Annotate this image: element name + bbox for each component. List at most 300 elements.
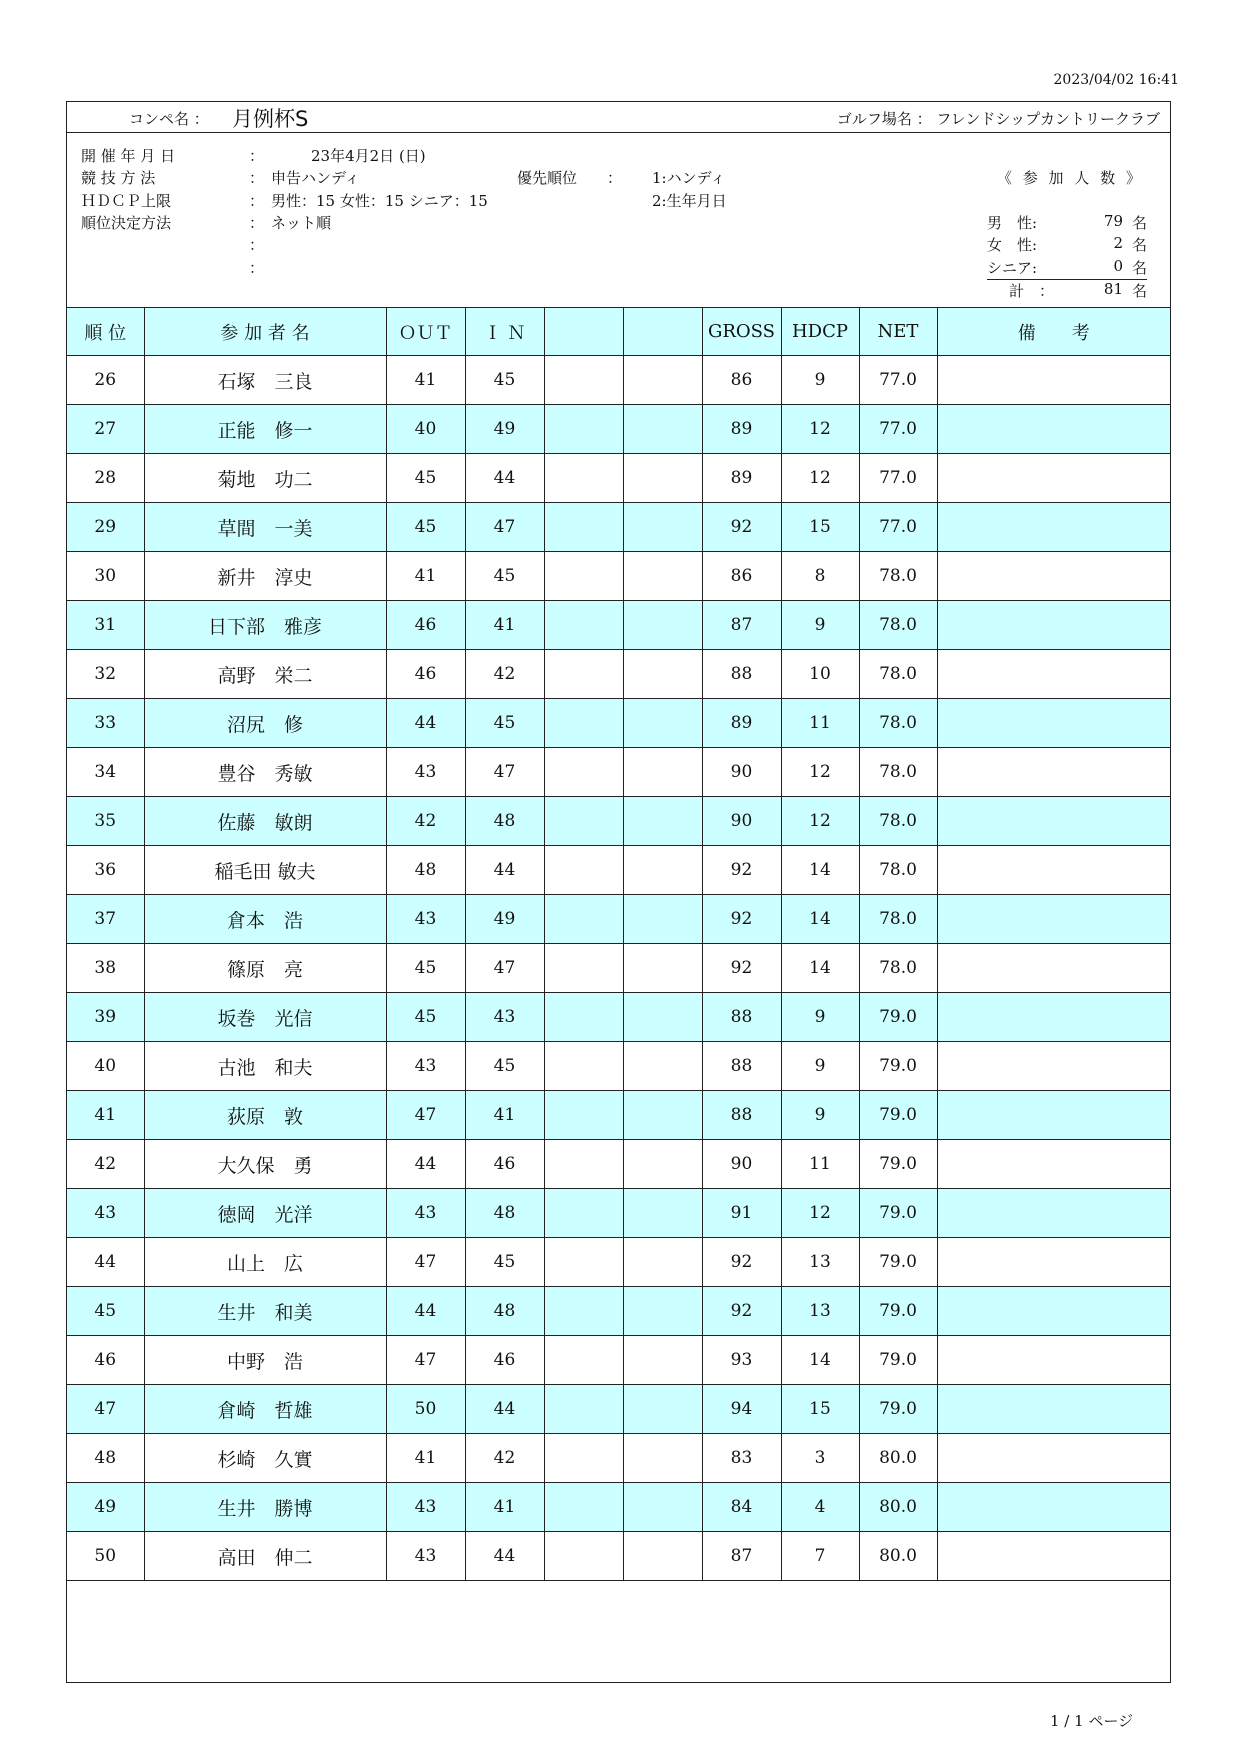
blank-cell-2 <box>623 1336 702 1385</box>
table-row <box>67 993 1170 1042</box>
hdcp-cell: 14 <box>781 846 859 895</box>
gross-cell: 89 <box>702 405 781 454</box>
blank-cell-1 <box>544 454 623 503</box>
in-cell: 44 <box>465 1385 544 1434</box>
out-cell: 45 <box>386 503 465 552</box>
name-cell: 坂巻 光信 <box>144 993 386 1042</box>
rank-cell: 35 <box>67 797 144 846</box>
net-cell: 79.0 <box>859 1287 937 1336</box>
unit: 名 <box>1131 236 1147 254</box>
header-out: ＯＵＴ <box>386 308 465 356</box>
remarks-cell <box>937 1483 1170 1532</box>
in-cell: 44 <box>465 1532 544 1581</box>
gross-cell: 92 <box>702 1287 781 1336</box>
in-cell: 44 <box>465 846 544 895</box>
colon: ： <box>249 169 265 187</box>
priority-1: 1:ハンディ <box>652 169 726 187</box>
gross-cell: 93 <box>702 1336 781 1385</box>
blank-cell-1 <box>544 1336 623 1385</box>
table-row <box>67 748 1170 797</box>
blank-cell-2 <box>623 1140 702 1189</box>
header-remarks: 備 考 <box>937 308 1170 356</box>
hdcp-cell: 12 <box>781 797 859 846</box>
results-table <box>67 308 1170 1581</box>
out-cell: 43 <box>386 895 465 944</box>
name-cell: 草間 一美 <box>144 503 386 552</box>
colon: ： <box>249 236 265 254</box>
colon: ： <box>249 147 265 165</box>
remarks-cell <box>937 1042 1170 1091</box>
gross-cell: 83 <box>702 1434 781 1483</box>
hdcp-cell: 14 <box>781 944 859 993</box>
table-row <box>67 1385 1170 1434</box>
hdcp-cell: 12 <box>781 405 859 454</box>
male-label: 男 性: <box>987 214 1038 232</box>
in-cell: 43 <box>465 993 544 1042</box>
name-cell: 菊地 功二 <box>144 454 386 503</box>
net-cell: 79.0 <box>859 1238 937 1287</box>
gross-cell: 86 <box>702 552 781 601</box>
senior-label: シニア: <box>987 259 1038 277</box>
method-value: 申告ハンディ <box>271 169 360 187</box>
gross-cell: 88 <box>702 993 781 1042</box>
remarks-cell <box>937 356 1170 405</box>
name-cell: 石塚 三良 <box>144 356 386 405</box>
page-number: 1 / 1 ページ <box>1050 1712 1134 1730</box>
out-cell: 43 <box>386 1483 465 1532</box>
remarks-cell <box>937 405 1170 454</box>
gross-cell: 89 <box>702 699 781 748</box>
remarks-cell <box>937 797 1170 846</box>
rank-cell: 43 <box>67 1189 144 1238</box>
blank-cell-2 <box>623 405 702 454</box>
table-row <box>67 405 1170 454</box>
out-cell: 40 <box>386 405 465 454</box>
gross-cell: 84 <box>702 1483 781 1532</box>
rank-cell: 44 <box>67 1238 144 1287</box>
out-cell: 43 <box>386 748 465 797</box>
out-cell: 50 <box>386 1385 465 1434</box>
table-row <box>67 944 1170 993</box>
hdcp-cell: 9 <box>781 1091 859 1140</box>
name-cell: 豊谷 秀敏 <box>144 748 386 797</box>
method-label: 競 技 方 法 <box>81 169 156 187</box>
out-cell: 46 <box>386 601 465 650</box>
name-cell: 篠原 亮 <box>144 944 386 993</box>
remarks-cell <box>937 846 1170 895</box>
gross-cell: 90 <box>702 748 781 797</box>
remarks-cell <box>937 650 1170 699</box>
gross-cell: 91 <box>702 1189 781 1238</box>
table-row <box>67 503 1170 552</box>
blank-cell-2 <box>623 993 702 1042</box>
rank-cell: 50 <box>67 1532 144 1581</box>
out-cell: 47 <box>386 1238 465 1287</box>
senior-count: 0 <box>1113 257 1123 275</box>
in-cell: 44 <box>465 454 544 503</box>
remarks-cell <box>937 1385 1170 1434</box>
out-cell: 47 <box>386 1336 465 1385</box>
priority-2: 2:生年月日 <box>652 192 727 210</box>
blank-cell-2 <box>623 1189 702 1238</box>
table-row <box>67 1532 1170 1581</box>
rank-cell: 27 <box>67 405 144 454</box>
male-count: 79 <box>1103 212 1123 230</box>
gross-cell: 88 <box>702 1042 781 1091</box>
header-gross: GROSS <box>702 308 781 356</box>
hdcp-cell: 3 <box>781 1434 859 1483</box>
hdcp-value: 男性：15 女性：15 シニア：15 <box>271 192 488 210</box>
rank-cell: 32 <box>67 650 144 699</box>
hdcp-cell: 9 <box>781 1042 859 1091</box>
net-cell: 79.0 <box>859 993 937 1042</box>
name-cell: 生井 勝博 <box>144 1483 386 1532</box>
net-cell: 78.0 <box>859 797 937 846</box>
rank-cell: 45 <box>67 1287 144 1336</box>
title-bar <box>67 102 1170 133</box>
rank-cell: 36 <box>67 846 144 895</box>
rank-cell: 31 <box>67 601 144 650</box>
competition-label: コンペ名 ： <box>129 110 209 128</box>
blank-cell-1 <box>544 1532 623 1581</box>
blank-cell-1 <box>544 1042 623 1091</box>
header-net: NET <box>859 308 937 356</box>
net-cell: 79.0 <box>859 1385 937 1434</box>
blank-cell-2 <box>623 1238 702 1287</box>
female-label: 女 性: <box>987 236 1038 254</box>
in-cell: 41 <box>465 1483 544 1532</box>
remarks-cell <box>937 1238 1170 1287</box>
blank-cell-1 <box>544 405 623 454</box>
blank-cell-2 <box>623 895 702 944</box>
table-row <box>67 454 1170 503</box>
hdcp-cell: 9 <box>781 993 859 1042</box>
net-cell: 78.0 <box>859 552 937 601</box>
out-cell: 41 <box>386 1434 465 1483</box>
report-frame <box>66 101 1171 1683</box>
out-cell: 41 <box>386 356 465 405</box>
gross-cell: 88 <box>702 650 781 699</box>
hdcp-cell: 15 <box>781 503 859 552</box>
table-row <box>67 1091 1170 1140</box>
blank-cell-1 <box>544 1189 623 1238</box>
blank-cell-1 <box>544 748 623 797</box>
rank-cell: 37 <box>67 895 144 944</box>
in-cell: 48 <box>465 797 544 846</box>
blank-cell-2 <box>623 601 702 650</box>
table-row <box>67 601 1170 650</box>
table-row <box>67 1287 1170 1336</box>
priority-label: 優先順位 <box>517 169 578 187</box>
blank-cell-1 <box>544 699 623 748</box>
gross-cell: 92 <box>702 503 781 552</box>
out-cell: 43 <box>386 1189 465 1238</box>
in-cell: 42 <box>465 1434 544 1483</box>
out-cell: 45 <box>386 454 465 503</box>
rank-cell: 33 <box>67 699 144 748</box>
name-cell: 日下部 雅彦 <box>144 601 386 650</box>
blank-cell-1 <box>544 503 623 552</box>
blank-cell-2 <box>623 454 702 503</box>
unit: 名 <box>1131 214 1147 232</box>
net-cell: 78.0 <box>859 895 937 944</box>
in-cell: 46 <box>465 1140 544 1189</box>
hdcp-cell: 4 <box>781 1483 859 1532</box>
name-cell: 荻原 敦 <box>144 1091 386 1140</box>
blank-cell-1 <box>544 1091 623 1140</box>
hdcp-cell: 12 <box>781 748 859 797</box>
hdcp-cell: 12 <box>781 454 859 503</box>
date-label: 開 催 年 月 日 <box>81 147 176 165</box>
net-cell: 79.0 <box>859 1091 937 1140</box>
unit: 名 <box>1131 259 1147 277</box>
table-header-row <box>67 308 1170 356</box>
blank-cell-1 <box>544 356 623 405</box>
in-cell: 41 <box>465 601 544 650</box>
blank-cell-2 <box>623 846 702 895</box>
in-cell: 48 <box>465 1287 544 1336</box>
hdcp-cell: 9 <box>781 601 859 650</box>
in-cell: 45 <box>465 552 544 601</box>
blank-cell-2 <box>623 797 702 846</box>
table-row <box>67 846 1170 895</box>
gross-cell: 92 <box>702 1238 781 1287</box>
rank-cell: 40 <box>67 1042 144 1091</box>
hdcp-cell: 8 <box>781 552 859 601</box>
blank-cell-2 <box>623 944 702 993</box>
in-cell: 45 <box>465 1042 544 1091</box>
rank-cell: 39 <box>67 993 144 1042</box>
table-row <box>67 1483 1170 1532</box>
out-cell: 43 <box>386 1532 465 1581</box>
count-senior <box>987 257 1147 280</box>
in-cell: 41 <box>465 1091 544 1140</box>
gross-cell: 88 <box>702 1091 781 1140</box>
hdcp-cell: 12 <box>781 1189 859 1238</box>
net-cell: 78.0 <box>859 944 937 993</box>
blank-cell-2 <box>623 1042 702 1091</box>
out-cell: 41 <box>386 552 465 601</box>
in-cell: 47 <box>465 944 544 993</box>
table-row <box>67 1434 1170 1483</box>
name-cell: 大久保 勇 <box>144 1140 386 1189</box>
net-cell: 78.0 <box>859 601 937 650</box>
hdcp-cell: 13 <box>781 1238 859 1287</box>
gross-cell: 90 <box>702 1140 781 1189</box>
remarks-cell <box>937 503 1170 552</box>
out-cell: 47 <box>386 1091 465 1140</box>
table-row <box>67 1336 1170 1385</box>
blank-cell-2 <box>623 650 702 699</box>
hdcp-cell: 10 <box>781 650 859 699</box>
rank-cell: 41 <box>67 1091 144 1140</box>
female-count: 2 <box>1113 234 1123 252</box>
name-cell: 倉本 浩 <box>144 895 386 944</box>
date-value: 23年4月2日 (日) <box>311 147 426 165</box>
colon: ： <box>249 214 265 232</box>
remarks-cell <box>937 1140 1170 1189</box>
table-row <box>67 356 1170 405</box>
net-cell: 80.0 <box>859 1434 937 1483</box>
gross-cell: 92 <box>702 944 781 993</box>
out-cell: 44 <box>386 1140 465 1189</box>
out-cell: 44 <box>386 1287 465 1336</box>
table-row <box>67 650 1170 699</box>
rank-cell: 46 <box>67 1336 144 1385</box>
remarks-cell <box>937 552 1170 601</box>
in-cell: 49 <box>465 405 544 454</box>
header-hdcp: HDCP <box>781 308 859 356</box>
blank-cell-2 <box>623 552 702 601</box>
table-row <box>67 1189 1170 1238</box>
name-cell: 沼尻 修 <box>144 699 386 748</box>
net-cell: 77.0 <box>859 405 937 454</box>
name-cell: 生井 和美 <box>144 1287 386 1336</box>
in-cell: 46 <box>465 1336 544 1385</box>
blank-cell-2 <box>623 1483 702 1532</box>
out-cell: 42 <box>386 797 465 846</box>
rank-cell: 34 <box>67 748 144 797</box>
remarks-cell <box>937 748 1170 797</box>
net-cell: 79.0 <box>859 1189 937 1238</box>
out-cell: 48 <box>386 846 465 895</box>
name-cell: 高田 伸二 <box>144 1532 386 1581</box>
net-cell: 78.0 <box>859 748 937 797</box>
name-cell: 佐藤 敏朗 <box>144 797 386 846</box>
rank-cell: 29 <box>67 503 144 552</box>
gross-cell: 94 <box>702 1385 781 1434</box>
name-cell: 高野 栄二 <box>144 650 386 699</box>
name-cell: 倉崎 哲雄 <box>144 1385 386 1434</box>
net-cell: 80.0 <box>859 1532 937 1581</box>
rank-cell: 38 <box>67 944 144 993</box>
rank-cell: 49 <box>67 1483 144 1532</box>
out-cell: 43 <box>386 1042 465 1091</box>
name-cell: 正能 修一 <box>144 405 386 454</box>
print-timestamp: 2023/04/02 16:41 <box>1053 72 1179 88</box>
remarks-cell <box>937 895 1170 944</box>
net-cell: 78.0 <box>859 699 937 748</box>
name-cell: 中野 浩 <box>144 1336 386 1385</box>
blank-cell-1 <box>544 797 623 846</box>
blank-cell-1 <box>544 1434 623 1483</box>
rank-method-label: 順位決定方法 <box>81 214 172 232</box>
blank-cell-1 <box>544 601 623 650</box>
hdcp-cell: 9 <box>781 356 859 405</box>
net-cell: 78.0 <box>859 650 937 699</box>
priority-colon: ： <box>607 169 623 187</box>
gross-cell: 87 <box>702 601 781 650</box>
remarks-cell <box>937 601 1170 650</box>
net-cell: 77.0 <box>859 503 937 552</box>
remarks-cell <box>937 1091 1170 1140</box>
header-in: Ｉ Ｎ <box>465 308 544 356</box>
blank-cell-1 <box>544 1238 623 1287</box>
table-row <box>67 1140 1170 1189</box>
out-cell: 45 <box>386 944 465 993</box>
net-cell: 80.0 <box>859 1483 937 1532</box>
rank-cell: 48 <box>67 1434 144 1483</box>
remarks-cell <box>937 944 1170 993</box>
total-label: 計 ： <box>1009 282 1055 300</box>
blank-cell-2 <box>623 1287 702 1336</box>
colon: ： <box>249 259 265 277</box>
remarks-cell <box>937 454 1170 503</box>
header-blank-2 <box>623 308 702 356</box>
in-cell: 47 <box>465 503 544 552</box>
out-cell: 46 <box>386 650 465 699</box>
table-row <box>67 699 1170 748</box>
name-cell: 山上 広 <box>144 1238 386 1287</box>
blank-cell-1 <box>544 944 623 993</box>
rank-cell: 26 <box>67 356 144 405</box>
blank-cell-1 <box>544 993 623 1042</box>
table-row <box>67 1238 1170 1287</box>
gross-cell: 92 <box>702 895 781 944</box>
header-blank-1 <box>544 308 623 356</box>
header-rank: 順 位 <box>67 308 144 356</box>
gross-cell: 86 <box>702 356 781 405</box>
rank-cell: 47 <box>67 1385 144 1434</box>
in-cell: 45 <box>465 356 544 405</box>
name-cell: 稲毛田 敏夫 <box>144 846 386 895</box>
hdcp-cell: 7 <box>781 1532 859 1581</box>
remarks-cell <box>937 1434 1170 1483</box>
name-cell: 新井 淳史 <box>144 552 386 601</box>
net-cell: 78.0 <box>859 846 937 895</box>
total-count: 81 <box>1103 280 1123 298</box>
gross-cell: 89 <box>702 454 781 503</box>
participant-count-heading: 《 参 加 人 数 》 <box>997 169 1144 187</box>
info-section <box>67 133 1170 308</box>
blank-cell-2 <box>623 1532 702 1581</box>
hdcp-cell: 11 <box>781 1140 859 1189</box>
remarks-cell <box>937 993 1170 1042</box>
remarks-cell <box>937 699 1170 748</box>
hdcp-cell: 15 <box>781 1385 859 1434</box>
blank-cell-1 <box>544 1483 623 1532</box>
blank-cell-2 <box>623 748 702 797</box>
blank-cell-2 <box>623 699 702 748</box>
gross-cell: 87 <box>702 1532 781 1581</box>
in-cell: 45 <box>465 1238 544 1287</box>
remarks-cell <box>937 1532 1170 1581</box>
remarks-cell <box>937 1189 1170 1238</box>
blank-cell-2 <box>623 1091 702 1140</box>
rank-cell: 42 <box>67 1140 144 1189</box>
table-row <box>67 895 1170 944</box>
colon: ： <box>249 192 265 210</box>
in-cell: 48 <box>465 1189 544 1238</box>
remarks-cell <box>937 1287 1170 1336</box>
blank-cell-1 <box>544 846 623 895</box>
remarks-cell <box>937 1336 1170 1385</box>
table-row <box>67 552 1170 601</box>
hdcp-cell: 13 <box>781 1287 859 1336</box>
blank-cell-1 <box>544 1385 623 1434</box>
table-row <box>67 797 1170 846</box>
blank-cell-2 <box>623 1385 702 1434</box>
rank-cell: 30 <box>67 552 144 601</box>
blank-cell-2 <box>623 356 702 405</box>
gross-cell: 90 <box>702 797 781 846</box>
hdcp-cell: 14 <box>781 895 859 944</box>
in-cell: 49 <box>465 895 544 944</box>
blank-cell-1 <box>544 1287 623 1336</box>
blank-cell-2 <box>623 1434 702 1483</box>
net-cell: 79.0 <box>859 1336 937 1385</box>
out-cell: 44 <box>386 699 465 748</box>
